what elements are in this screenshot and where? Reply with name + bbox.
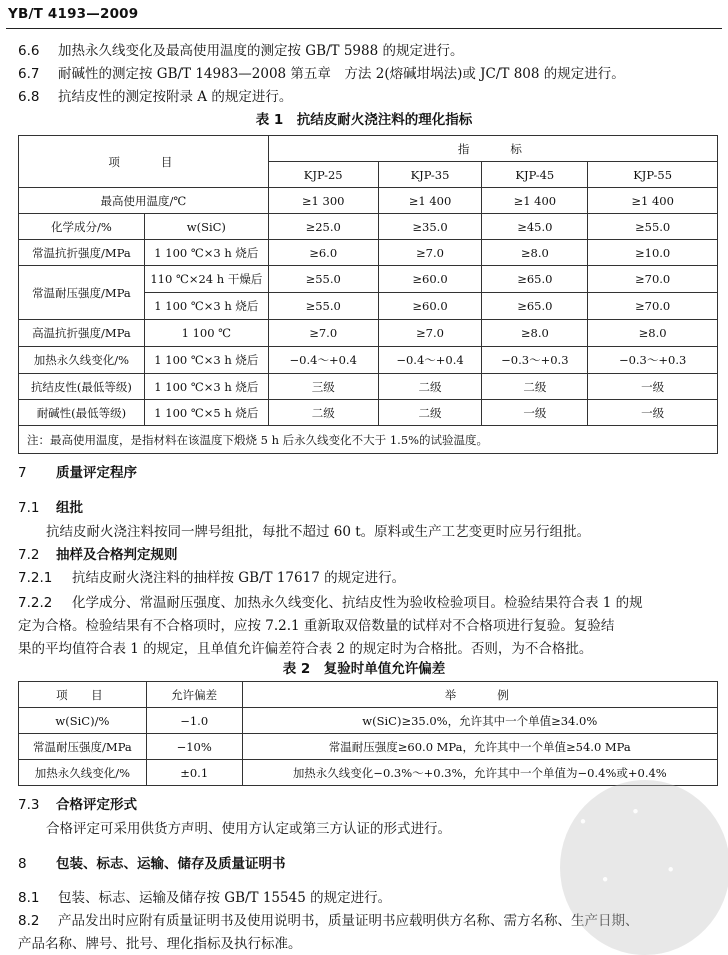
section-number: 7.1: [18, 500, 40, 516]
table2: [18, 681, 718, 786]
row-item: 常温抗折强度/MPa: [19, 240, 145, 266]
grade-header: KJP-35: [378, 162, 482, 188]
section-7-3-text: 合格评定可采用供货方声明、使用方认定或第三方认证的形式进行。: [46, 821, 451, 837]
row-value: ≥10.0: [588, 240, 718, 266]
row-value: 三级: [268, 374, 378, 400]
row-value: −0.3～+0.3: [482, 347, 588, 374]
table1-note: 注：最高使用温度，是指材料在该温度下煅烧 5 h 后永久线变化不大于 1.5%的试验温度。: [19, 426, 718, 454]
row-example: 常温耐压强度≥60.0 MPa，允许其中一个单值≥54.0 MPa: [242, 734, 717, 760]
clause-text: 加热永久线变化及最高使用温度的测定按 GB/T 5988 的规定进行。: [58, 43, 464, 59]
row-value: 二级: [268, 400, 378, 426]
watermark-seal-icon: · · · ·: [560, 780, 728, 955]
clause-text: 耐碱性的测定按 GB/T 14983—2008 第五章 方法 2(熔碱坩埚法)或 JC/T 808 的规定进行。: [58, 66, 625, 82]
row-value: ≥7.0: [268, 320, 378, 347]
row-deviation: −1.0: [146, 708, 242, 734]
clause-6-7: [18, 65, 718, 83]
section-number: 8: [18, 856, 27, 872]
table-row: [19, 708, 718, 734]
section-7-2-heading: [18, 546, 718, 564]
row-item: 最高使用温度/℃: [19, 188, 269, 214]
table2-header-item: 项 目: [19, 682, 147, 708]
row-value: 二级: [378, 374, 482, 400]
row-value: −0.4～+0.4: [378, 347, 482, 374]
row-value: ≥6.0: [268, 240, 378, 266]
clause-6-6: [18, 42, 718, 60]
row-deviation: ±0.1: [146, 760, 242, 786]
clause-number: 6.8: [18, 89, 40, 105]
clause-number: 7.2.2: [18, 595, 53, 611]
header-rule: [6, 28, 722, 29]
row-value: ≥8.0: [482, 240, 588, 266]
row-value: 一级: [588, 374, 718, 400]
row-item: 耐碱性(最低等级): [19, 400, 145, 426]
row-example: w(SiC)≥35.0%，允许其中一个单值≥34.0%: [242, 708, 717, 734]
clause-6-8: [18, 88, 718, 106]
section-7-1-text: 抗结皮耐火浇注料按同一牌号组批，每批不超过 60 t。原料或生产工艺变更时应另行组批。: [46, 524, 591, 540]
table2-header-example: 举 例: [242, 682, 717, 708]
row-item: 常温耐压强度/MPa: [19, 734, 147, 760]
row-value: ≥25.0: [268, 214, 378, 240]
row-value: 一级: [482, 400, 588, 426]
row-value: ≥55.0: [588, 214, 718, 240]
row-value: ≥55.0: [268, 266, 378, 293]
table1-caption: 表 1 抗结皮耐火浇注料的理化指标: [255, 112, 473, 128]
clause-number: 7.2.1: [18, 570, 53, 586]
row-value: ≥1 400: [482, 188, 588, 214]
section-number: 7.2: [18, 547, 40, 563]
row-condition: 1 100 ℃×3 h 烧后: [144, 374, 268, 400]
standard-code: YB/T 4193—2009: [8, 6, 139, 22]
row-item: 加热永久线变化/%: [19, 347, 145, 374]
row-condition: 1 100 ℃×5 h 烧后: [144, 400, 268, 426]
grade-header: KJP-55: [588, 162, 718, 188]
section-title: 合格评定形式: [56, 797, 137, 813]
row-value: ≥1 400: [378, 188, 482, 214]
table-row: [19, 266, 718, 293]
clause-7-2-2-line2: 定为合格。检验结果有不合格项时，应按 7.2.1 重新取双倍数量的试样对不合格项进行复验。复验结: [18, 618, 615, 634]
table1: [18, 135, 718, 454]
clause-7-2-2-line1: [18, 594, 718, 612]
row-value: ≥1 300: [268, 188, 378, 214]
table-row: [19, 760, 718, 786]
row-condition: 1 100 ℃×3 h 烧后: [144, 240, 268, 266]
table-row: [19, 320, 718, 347]
row-example: 加热永久线变化−0.3%～+0.3%，允许其中一个单值为−0.4%或+0.4%: [242, 760, 717, 786]
table-row: [19, 240, 718, 266]
row-item: 高温抗折强度/MPa: [19, 320, 145, 347]
clause-7-2-1: [18, 569, 718, 587]
clause-7-2-2-line3: 果的平均值符合表 1 的规定，且单值允许偏差符合表 2 的规定时为合格批。否则，为不合格批。: [18, 641, 593, 657]
row-condition: 1 100 ℃: [144, 320, 268, 347]
table2-header-deviation: 允许偏差: [146, 682, 242, 708]
clause-text: 化学成分、常温耐压强度、加热永久线变化、抗结皮性为验收检验项目。检验结果符合表 1 的规: [72, 595, 643, 611]
table2-header-row: [19, 682, 718, 708]
row-value: ≥60.0: [378, 266, 482, 293]
row-value: ≥60.0: [378, 293, 482, 320]
section-7-1-heading: [18, 499, 718, 517]
table1-item-header: 项 目: [19, 136, 269, 188]
row-value: 二级: [378, 400, 482, 426]
row-value: ≥70.0: [588, 293, 718, 320]
row-value: ≥1 400: [588, 188, 718, 214]
table-row: [19, 347, 718, 374]
row-condition: w(SiC): [144, 214, 268, 240]
clause-text: 包装、标志、运输及储存按 GB/T 15545 的规定进行。: [58, 890, 392, 906]
table1-note-row: [19, 426, 718, 454]
row-condition: 1 100 ℃×3 h 烧后: [144, 293, 268, 320]
table2-caption: 表 2 复验时单值允许偏差: [282, 661, 446, 677]
row-value: ≥65.0: [482, 293, 588, 320]
clause-text: 产品发出时应附有质量证明书及使用说明书，质量证明书应载明供方名称、需方名称、生产日期、: [58, 913, 639, 929]
clause-number: 8.2: [18, 913, 40, 929]
row-value: 二级: [482, 374, 588, 400]
table-row: [19, 188, 718, 214]
row-value: ≥35.0: [378, 214, 482, 240]
row-value: −0.3～+0.3: [588, 347, 718, 374]
table1-index-header: 指 标: [268, 136, 717, 162]
table-row: [19, 400, 718, 426]
row-value: ≥8.0: [482, 320, 588, 347]
table-row: [19, 374, 718, 400]
section-title: 质量评定程序: [56, 465, 137, 481]
grade-header: KJP-45: [482, 162, 588, 188]
grade-header: KJP-25: [268, 162, 378, 188]
clause-number: 6.7: [18, 66, 40, 82]
row-value: ≥55.0: [268, 293, 378, 320]
row-value: ≥8.0: [588, 320, 718, 347]
section-title: 包装、标志、运输、储存及质量证明书: [56, 856, 286, 872]
row-item: 抗结皮性(最低等级): [19, 374, 145, 400]
clause-number: 8.1: [18, 890, 40, 906]
row-deviation: −10%: [146, 734, 242, 760]
row-item: 化学成分/%: [19, 214, 145, 240]
row-value: ≥65.0: [482, 266, 588, 293]
table-row: [19, 734, 718, 760]
clause-text: 抗结皮耐火浇注料的抽样按 GB/T 17617 的规定进行。: [72, 570, 406, 586]
section-number: 7.3: [18, 797, 40, 813]
section-title: 抽样及合格判定规则: [56, 547, 178, 563]
clause-text: 抗结皮性的测定按附录 A 的规定进行。: [58, 89, 293, 105]
row-item: 常温耐压强度/MPa: [19, 266, 145, 320]
row-condition: 1 100 ℃×3 h 烧后: [144, 347, 268, 374]
section-number: 7: [18, 465, 27, 481]
row-value: 一级: [588, 400, 718, 426]
clause-8-2-line2: 产品名称、牌号、批号、理化指标及执行标准。: [18, 936, 302, 952]
row-value: ≥7.0: [378, 240, 482, 266]
clause-number: 6.6: [18, 43, 40, 59]
row-value: ≥45.0: [482, 214, 588, 240]
row-item: 加热永久线变化/%: [19, 760, 147, 786]
table1-header-row: [19, 136, 718, 162]
section-7-heading: [18, 464, 718, 482]
row-condition: 110 ℃×24 h 干燥后: [144, 266, 268, 293]
row-value: −0.4～+0.4: [268, 347, 378, 374]
row-value: ≥70.0: [588, 266, 718, 293]
section-title: 组批: [56, 500, 83, 516]
table-row: [19, 214, 718, 240]
row-item: w(SiC)/%: [19, 708, 147, 734]
row-value: ≥7.0: [378, 320, 482, 347]
